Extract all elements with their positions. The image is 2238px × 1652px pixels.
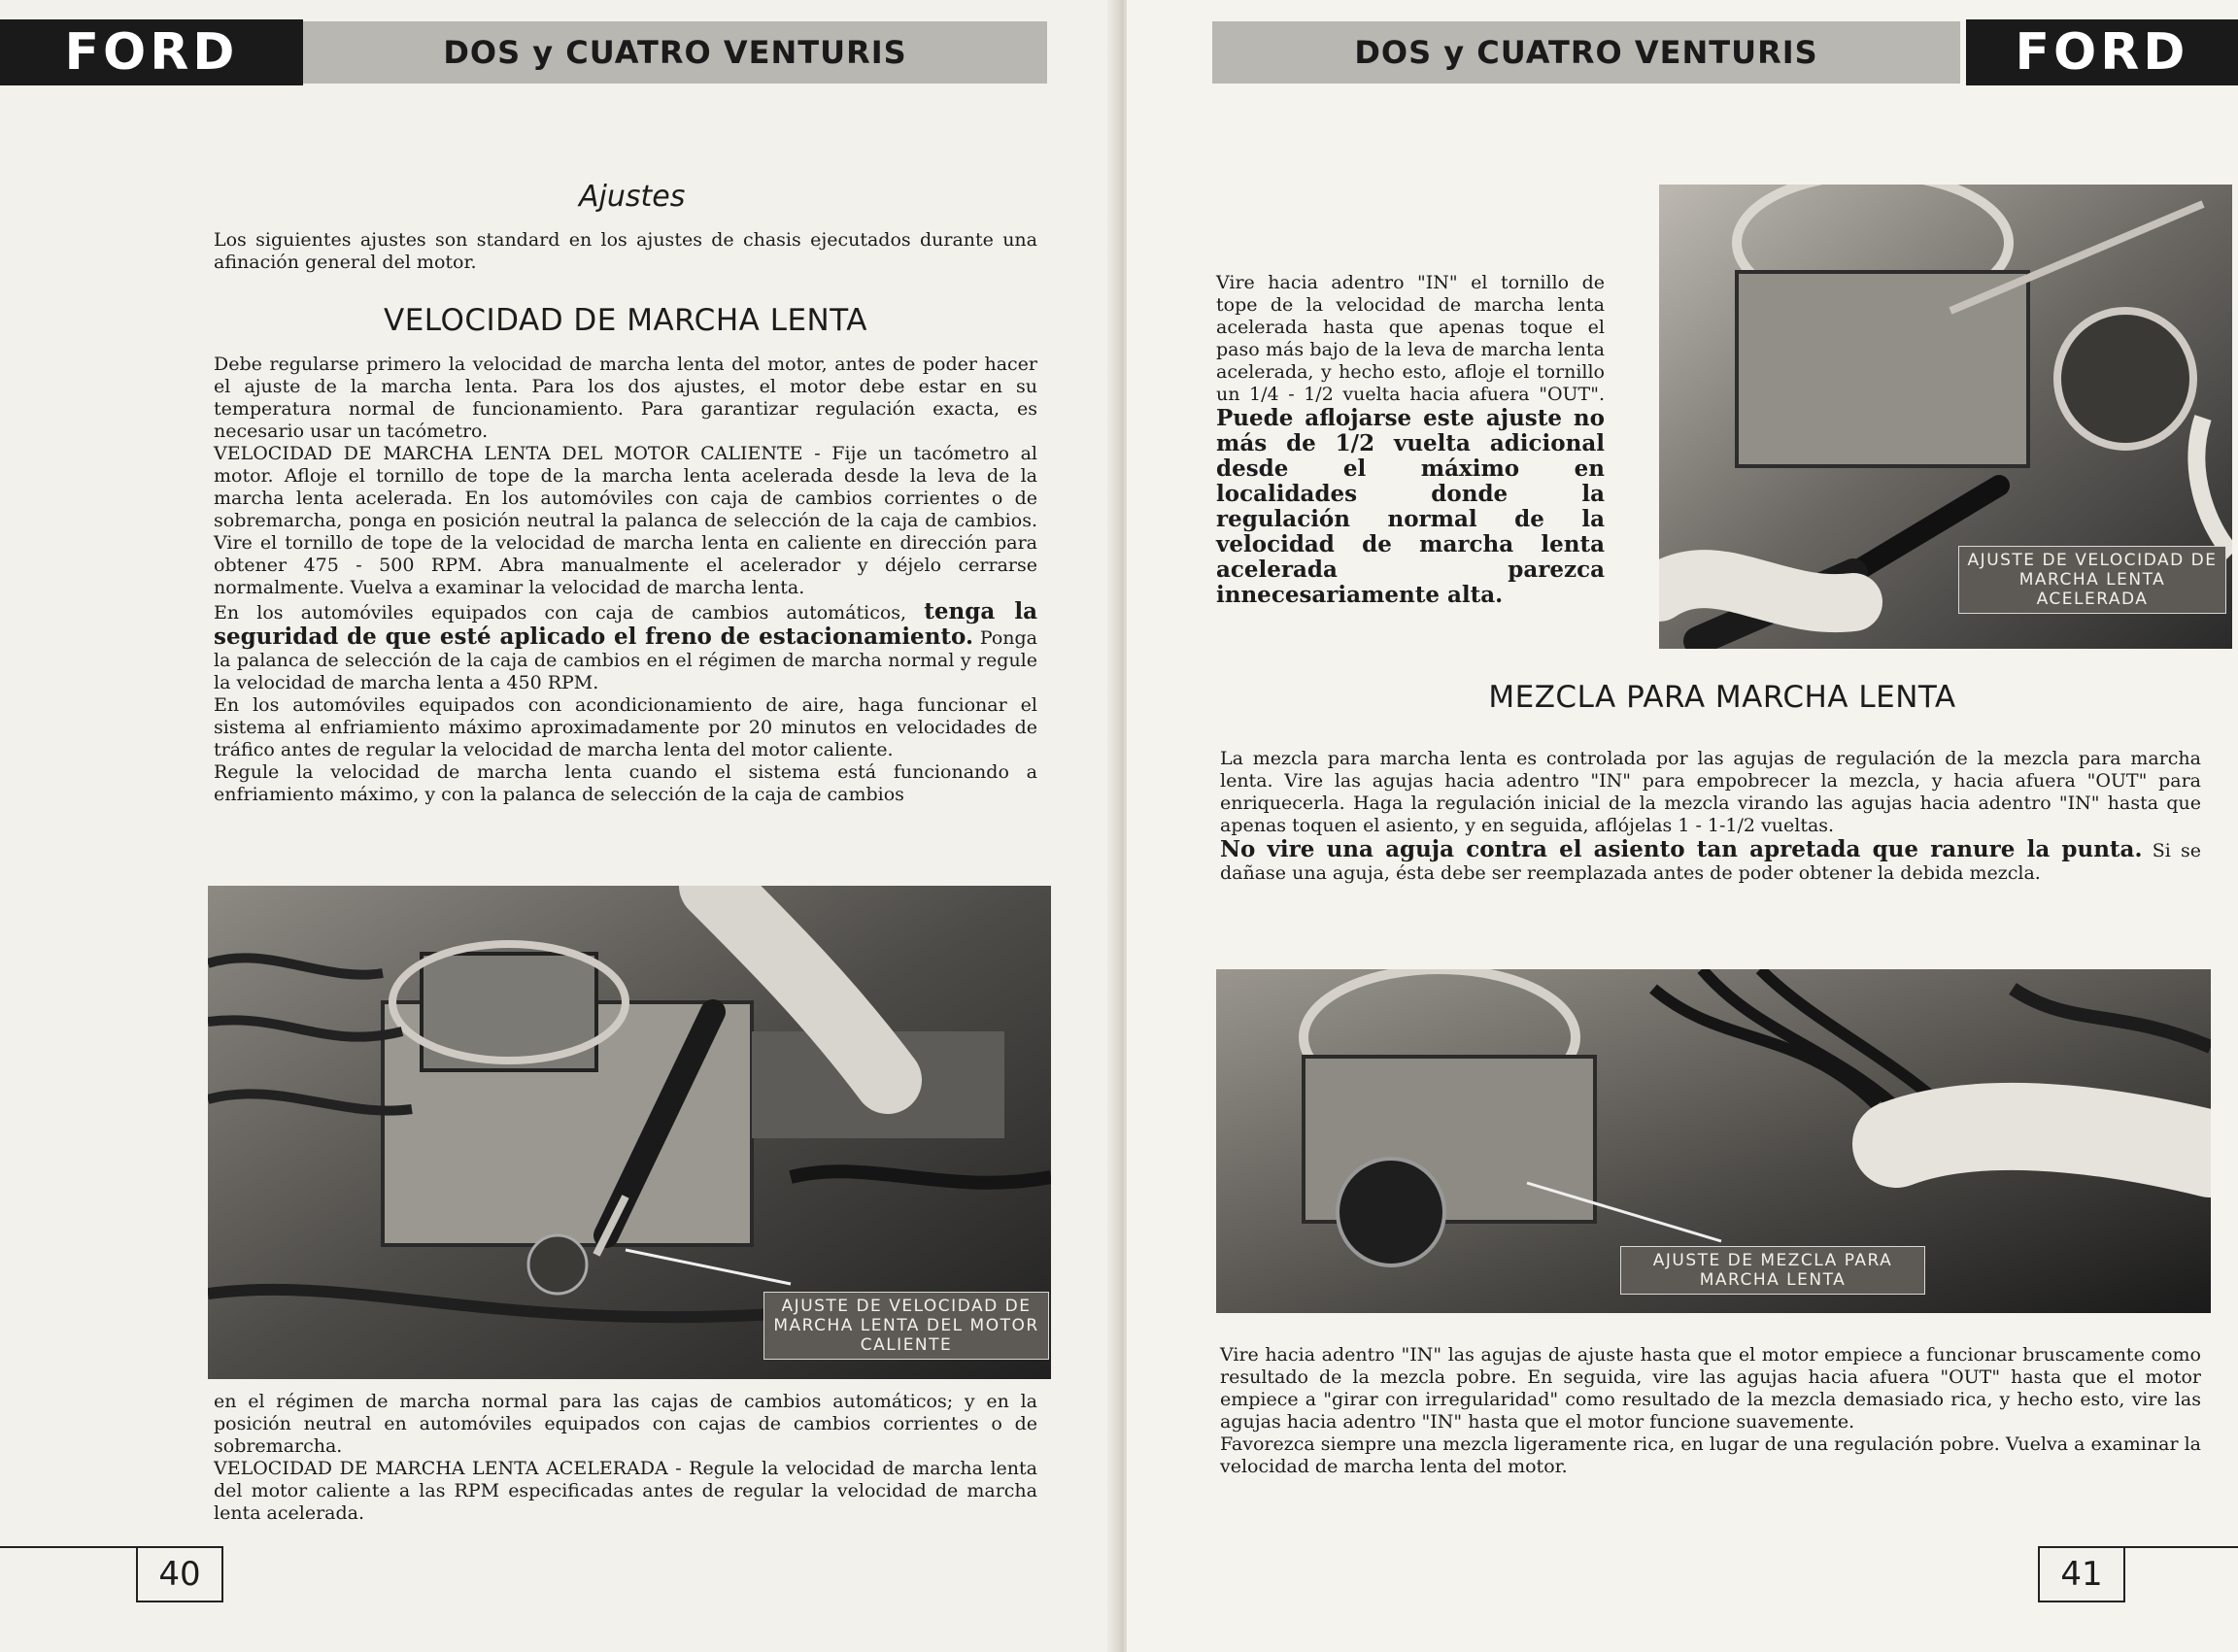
section-title: MEZCLA PARA MARCHA LENTA xyxy=(1488,680,1956,715)
page-number: 41 xyxy=(2038,1546,2125,1602)
photo-caption: AJUSTE DE VELOCIDAD DE MARCHA LENTA ACELERADA xyxy=(1958,546,2226,614)
paragraph xyxy=(1216,272,1605,608)
engine-photo-hot-idle xyxy=(208,886,1051,1379)
section-heading-ajustes: Ajustes xyxy=(579,180,686,214)
intro-text: Los siguientes ajustes son standard en los ajustes de chasis ejecutados durante una afinación general del motor. xyxy=(214,229,1037,273)
photo-caption: AJUSTE DE VELOCIDAD DE MARCHA LENTA DEL MOTOR CALIENTE xyxy=(763,1292,1049,1360)
intro-paragraph xyxy=(214,229,1037,274)
footer-rule xyxy=(0,1546,136,1548)
paragraph: Regule la velocidad de marcha lenta cuando el sistema está funcionando a enfriamiento máximo, y con la palanca de selección de la caja de cambios xyxy=(214,761,1037,805)
warning-text: No vire una aguja contra el asiento tan apretada que ranure la punta. xyxy=(1220,836,2143,862)
header-band: DOS y CUATRO VENTURIS xyxy=(1212,21,1960,84)
paragraph-text: En los automóviles equipados con caja de cambios automáticos, xyxy=(214,602,907,624)
footer-rule xyxy=(2121,1546,2238,1548)
paragraph xyxy=(214,599,1037,694)
paragraph-text: Si se dañase una aguja, ésta debe ser reemplazada antes de poder obtener la debida mezcla. xyxy=(1220,840,2201,884)
engine-photo-fast-idle xyxy=(1659,185,2232,649)
right-page xyxy=(1127,0,2238,1652)
paragraph-text: Ponga la palanca de selección de la caja de cambios en el régimen de marcha normal y regule la velocidad de marcha lenta a 450 RPM. xyxy=(214,627,1037,693)
paragraph: La mezcla para marcha lenta es controlada por las agujas de regulación de la mezcla para marcha lenta. Vire las agujas hacia adentro "IN" para empobrecer la mezcla, y hacia afuera "OUT" para enriquecerla. Haga la regulación inicial de la mezcla virando las agujas hacia adentro "IN" hasta que apenas toquen el asiento, y en seguida, aflójelas 1 - 1-1/2 vueltas. xyxy=(1220,748,2201,836)
paragraph: En los automóviles equipados con acondicionamiento de aire, haga funcionar el sistema al enfriamiento máximo aproximadamente por 20 minutos en velocidades de tráfico antes de regular la velocidad de marcha lenta del motor caliente. xyxy=(214,694,1037,760)
paragraph: Debe regularse primero la velocidad de marcha lenta del motor, antes de poder hacer el ajuste de la marcha lenta. Para los dos ajustes, el motor debe estar en su temperatura normal de funcionamiento. Para garantizar regulación exacta, es necesario usar un tacómetro. xyxy=(214,354,1037,442)
paragraph: Vire hacia adentro "IN" las agujas de ajuste hasta que el motor empiece a funcionar bruscamente como resultado de la mezcla pobre. En seguida, vire las agujas hacia afuera "OUT" hasta que el motor empiece a "girar con irregularidad" como resultado de la mezcla demasiado rica, y hecho esto, vire las agujas hacia adentro "IN" hasta que el motor funcione suavemente. xyxy=(1220,1344,2201,1433)
body-text-bottom xyxy=(214,1391,1037,1525)
engine-photo-mixture xyxy=(1216,969,2211,1313)
screw-instructions xyxy=(1216,272,1605,608)
page-number: 40 xyxy=(136,1546,223,1602)
paragraph xyxy=(1220,837,2201,885)
warning-text: tenga la seguridad de que esté aplicado el freno de estacionamiento. xyxy=(214,598,1037,650)
mixture-instructions xyxy=(1220,748,2201,885)
paragraph: VELOCIDAD DE MARCHA LENTA DEL MOTOR CALIENTE - Fije un tacómetro al motor. Afloje el tornillo de tope de la marcha lenta acelerada desde la leva de la marcha lenta acelerada. En los automóviles con caja de cambios corrientes o de sobremarcha, ponga en posición neutral la palanca de selección de la caja de cambios. Vire el tornillo de tope de la velocidad de marcha lenta en caliente en dirección para obtener 475 - 500 RPM. Abra manualmente el acelerador y déjelo cerrarse normalmente. Vuelva a examinar la velocidad de marcha lenta. xyxy=(214,443,1037,598)
brand-logo: FORD xyxy=(0,19,303,85)
paragraph: VELOCIDAD DE MARCHA LENTA ACELERADA - Regule la velocidad de marcha lenta del motor caliente a las RPM especificadas antes de regular la velocidad de marcha lenta acelerada. xyxy=(214,1458,1037,1524)
adjustment-procedure xyxy=(1220,1344,2201,1478)
brand-logo: FORD xyxy=(1966,19,2238,85)
paragraph-text: Vire hacia adentro "IN" el tornillo de tope de la velocidad de marcha lenta acelerada hasta que apenas toque el paso más bajo de la leva de marcha lenta acelerada, y hecho esto, afloje el tornillo un 1/4 - 1/2 vuelta hacia afuera "OUT". xyxy=(1216,272,1605,405)
header-band: DOS y CUATRO VENTURIS xyxy=(303,21,1047,84)
paragraph: Favorezca siempre una mezcla ligeramente rica, en lugar de una regulación pobre. Vuelva a examinar la velocidad de marcha lenta del motor. xyxy=(1220,1433,2201,1477)
photo-caption: AJUSTE DE MEZCLA PARA MARCHA LENTA xyxy=(1620,1246,1925,1295)
paragraph: en el régimen de marcha normal para las cajas de cambios automáticos; y en la posición neutral en automóviles equipados con cajas de cambios corrientes o de sobremarcha. xyxy=(214,1391,1037,1457)
warning-text: Puede aflojarse este ajuste no más de 1/2 vuelta adicional desde el máximo en localidades donde la regulación normal de la velocidad de marcha lenta acelerada parezca innecesariamente alta. xyxy=(1216,405,1605,608)
body-text-top xyxy=(214,354,1037,806)
section-title: VELOCIDAD DE MARCHA LENTA xyxy=(384,303,867,338)
left-page xyxy=(0,0,1117,1652)
